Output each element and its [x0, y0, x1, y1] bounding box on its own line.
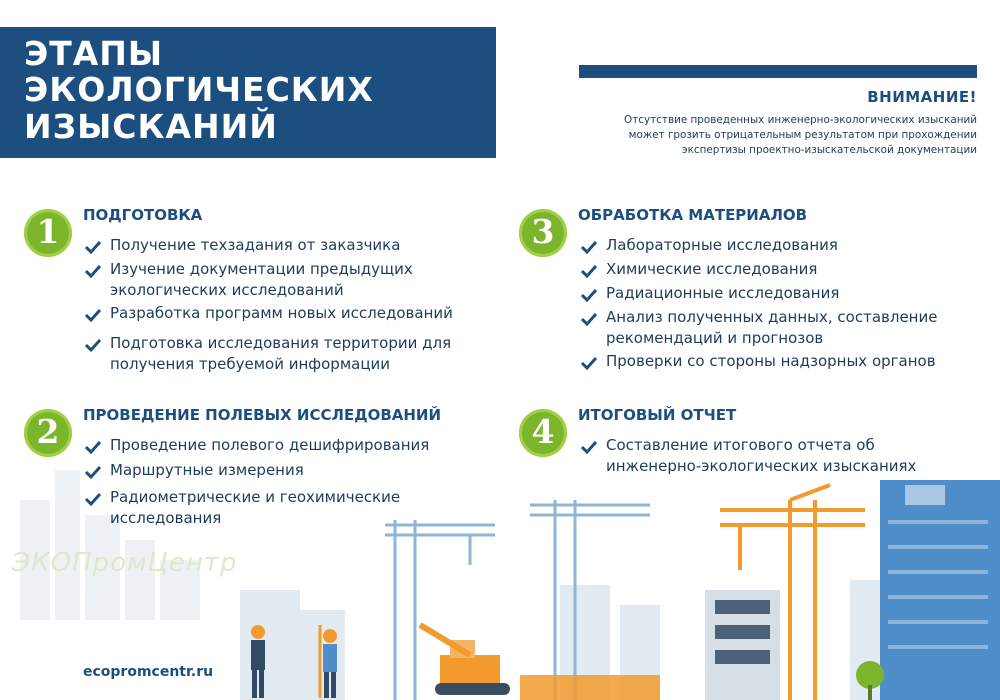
stage-item: Радиометрические и геохимические исследования	[110, 488, 401, 527]
checkmark-icon	[84, 262, 102, 280]
checkmark-icon	[84, 490, 102, 508]
stage-item: Проведение полевого дешифрирования	[110, 436, 430, 454]
checkmark-icon	[84, 463, 102, 481]
warning-text	[557, 113, 977, 158]
checkmark-icon	[580, 262, 598, 280]
stage-number-badge: 2	[24, 409, 72, 457]
stage-number-badge: 1	[24, 209, 72, 257]
title-line-3: ИЗЫСКАНИЙ	[24, 107, 278, 146]
checkmark-icon	[84, 238, 102, 256]
warning-line: может грозить отрицательным результатом при прохождении	[628, 129, 977, 141]
checkmark-icon	[84, 336, 102, 354]
website-link[interactable]: ecopromcentr.ru	[83, 664, 214, 680]
title-line-1: ЭТАПЫ	[24, 34, 164, 73]
warning-title: ВНИМАНИЕ!	[867, 88, 977, 106]
stage-item: Получение техзадания от заказчика	[110, 236, 401, 254]
stage-title: ПОДГОТОВКА	[83, 206, 203, 224]
warning-bar	[579, 65, 977, 78]
stage-item: Химические исследования	[606, 260, 818, 278]
company-logo-watermark: ЭКОПромЦентр	[12, 548, 238, 578]
title-banner	[0, 27, 496, 158]
stage-item: Радиационные исследования	[606, 284, 840, 302]
checkmark-icon	[580, 238, 598, 256]
warning-line: Отсутствие проведенных инженерно-экологических изысканий	[624, 114, 977, 126]
stage-title: ОБРАБОТКА МАТЕРИАЛОВ	[578, 206, 808, 224]
stage-title: ИТОГОВЫЙ ОТЧЕТ	[578, 406, 737, 424]
stage-title: ПРОВЕДЕНИЕ ПОЛЕВЫХ ИССЛЕДОВАНИЙ	[83, 406, 442, 424]
title-line-2: ЭКОЛОГИЧЕСКИХ	[24, 70, 374, 109]
stage-number-badge: 4	[519, 409, 567, 457]
stage-item: Проверки со стороны надзорных органов	[606, 352, 936, 370]
stage-number-badge: 3	[519, 209, 567, 257]
warning-line: экспертизы проектно-изыскательской документации	[681, 144, 977, 156]
stage-item: Маршрутные измерения	[110, 461, 304, 479]
checkmark-icon	[580, 438, 598, 456]
checkmark-icon	[84, 438, 102, 456]
stage-item: Анализ полученных данных, составление рекомендаций и прогнозов	[606, 308, 938, 347]
checkmark-icon	[84, 306, 102, 324]
stage-item: Изучение документации предыдущих экологических исследований	[110, 260, 413, 299]
stage-item: Составление итогового отчета об инженерно-экологических изысканиях	[606, 436, 917, 475]
checkmark-icon	[580, 354, 598, 372]
stage-item: Лабораторные исследования	[606, 236, 838, 254]
checkmark-icon	[580, 286, 598, 304]
stage-item: Подготовка исследования территории для получения требуемой информации	[110, 334, 452, 373]
stage-item: Разработка программ новых исследований	[110, 304, 453, 322]
checkmark-icon	[580, 310, 598, 328]
